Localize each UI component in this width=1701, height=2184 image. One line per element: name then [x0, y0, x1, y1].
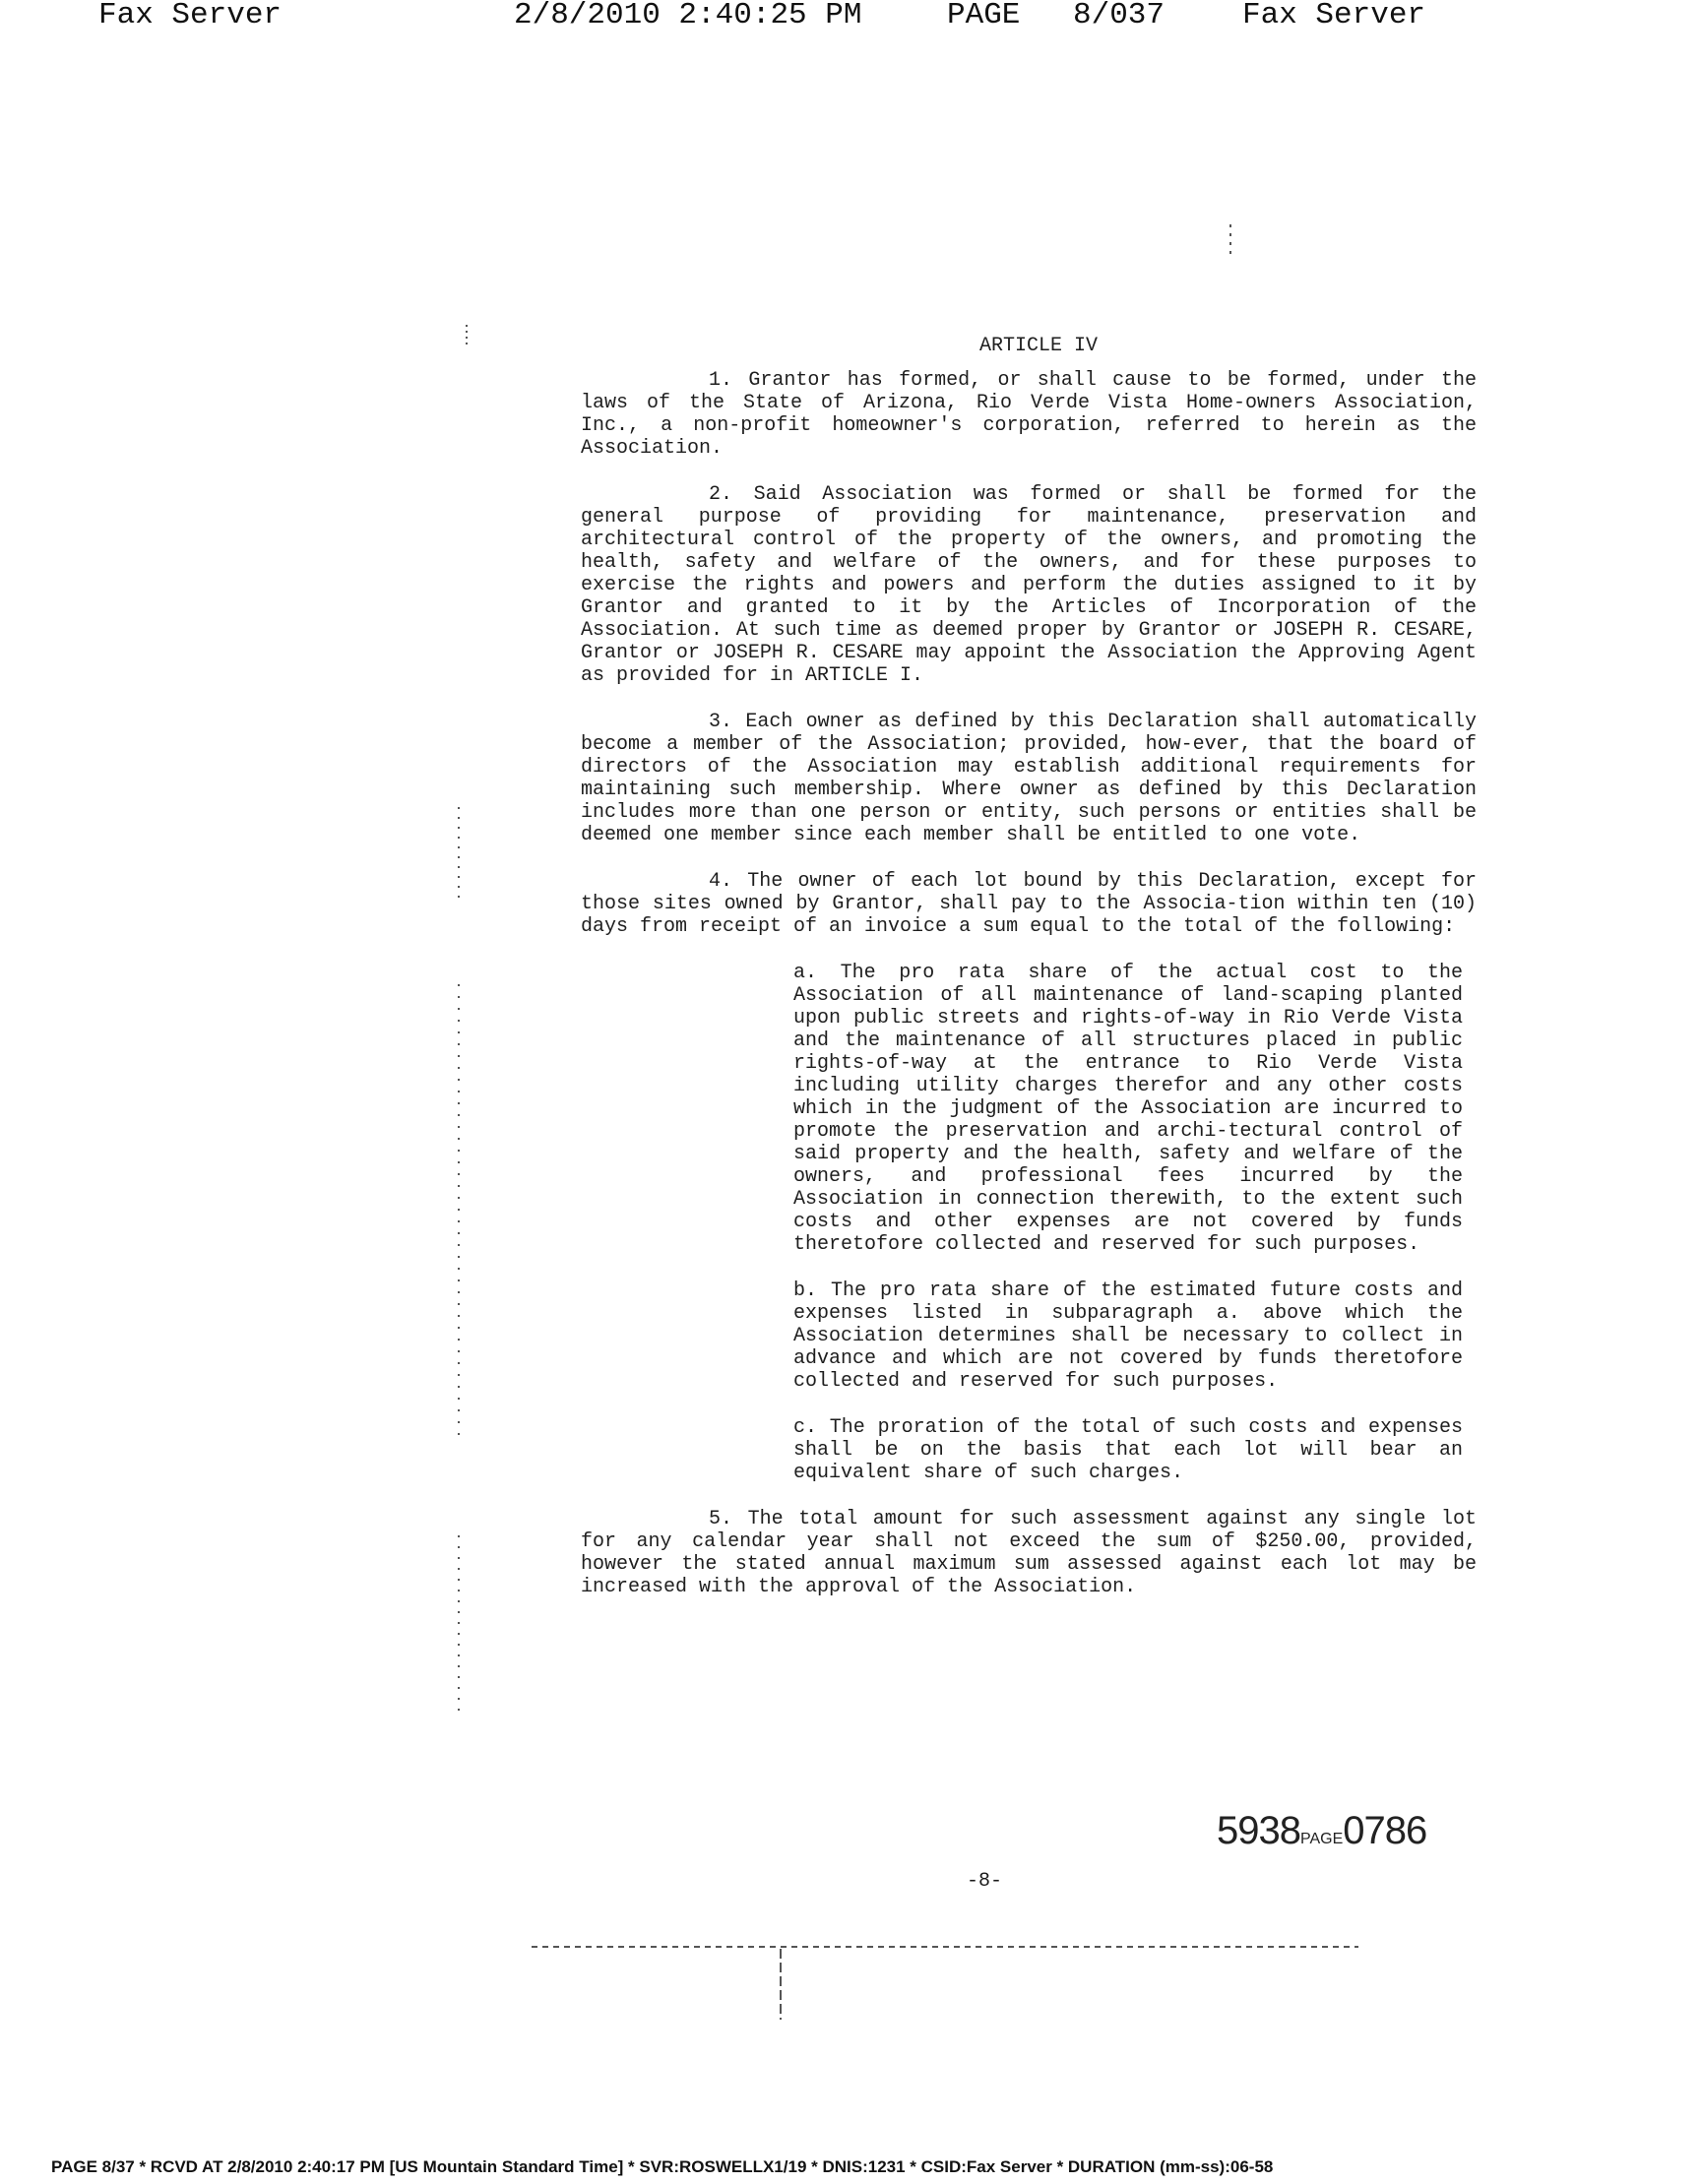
fax-header-receiver: Fax Server	[1242, 0, 1426, 32]
fax-header-datetime: 2/8/2010 2:40:25 PM	[514, 0, 862, 32]
stamp-page-number: 0786	[1343, 1809, 1427, 1852]
fax-header-sender: Fax Server	[98, 0, 283, 32]
document-body	[571, 335, 1477, 1622]
paragraph-2: 2. Said Association was formed or shall be formed for the general purpose of providing for maintenance, preservation and architectural control of the property of the owners, and promoting the health, safety and welfare of the owners, and for these purposes to exercise the rights and powers and perform the duties assigned to it by Grantor and granted to it by the Articles of Incorporation of the Association. At such time as deemed proper by Grantor or JOSEPH R. CESARE, Grantor or JOSEPH R. CESARE may appoint the Association the Approving Agent as provided for in ARTICLE I.	[581, 483, 1477, 687]
subparagraph-a: a. The pro rata share of the actual cost to the Association of all maintenance of land-scaping planted upon public streets and rights-of-way in Rio Verde Vista and the maintenance of all structures placed in public rights-of-way at the entrance to Rio Verde Vista including utility charges therefor and any other costs which in the judgment of the Association are incurred to promote the preservation and archi-tectural control of said property and the health, safety and welfare of the owners, and professional fees incurred by the Association in connection therewith, to the extent such costs and other expenses are not covered by funds theretofore collected and reserved for such purposes.	[793, 962, 1463, 1256]
recording-stamp	[1217, 1809, 1426, 1853]
fax-header-page-number: 8/037	[1073, 0, 1166, 32]
article-title: ARTICLE IV	[978, 335, 1099, 357]
paragraph-5: 5. The total amount for such assessment against any single lot for any calendar year shall not exceed the sum of $250.00, provided, however the stated annual maximum sum assessed against each lot may be increased with the approval of the Association.	[581, 1508, 1477, 1598]
subparagraph-c: c. The proration of the total of such costs and expenses shall be on the basis that each lot will bear an equivalent share of such charges.	[793, 1416, 1463, 1484]
paragraph-4: 4. The owner of each lot bound by this Declaration, except for those sites owned by Grantor, shall pay to the Associa-tion within ten (10) days from receipt of an invoice a sum equal to the total of the following:	[581, 870, 1477, 938]
paragraph-3: 3. Each owner as defined by this Declaration shall automatically become a member of the Association; provided, how-ever, that the board of directors of the Association may establish additional requirements for maintaining such membership. Where owner as defined by this Declaration includes more than one person or entity, such persons or entities shall be deemed one member since each member shall be entitled to one vote.	[581, 711, 1477, 846]
paragraph-1: 1. Grantor has formed, or shall cause to be formed, under the laws of the State of Arizona, Rio Verde Vista Home-owners Association, Inc., a non-profit homeowner's corporation, referred to herein as the Association.	[581, 369, 1477, 460]
fax-footer: PAGE 8/37 * RCVD AT 2/8/2010 2:40:17 PM [US Mountain Standard Time] * SVR:ROSWELLX1/19 * DNIS:1231 * CSID:Fax Server * DURATION (mm-ss):06-58	[51, 2157, 1274, 2176]
stamp-book-number: 5938	[1217, 1809, 1300, 1852]
fax-header-page-label: PAGE	[947, 0, 1021, 32]
page-number: -8-	[967, 1870, 1003, 1893]
subparagraph-b: b. The pro rata share of the estimated future costs and expenses listed in subparagraph a. above which the Association determines shall be necessary to collect in advance and which are not covered by funds theretofore collected and reserved for such purposes.	[793, 1279, 1463, 1393]
stamp-page-word: PAGE	[1299, 1831, 1344, 1847]
